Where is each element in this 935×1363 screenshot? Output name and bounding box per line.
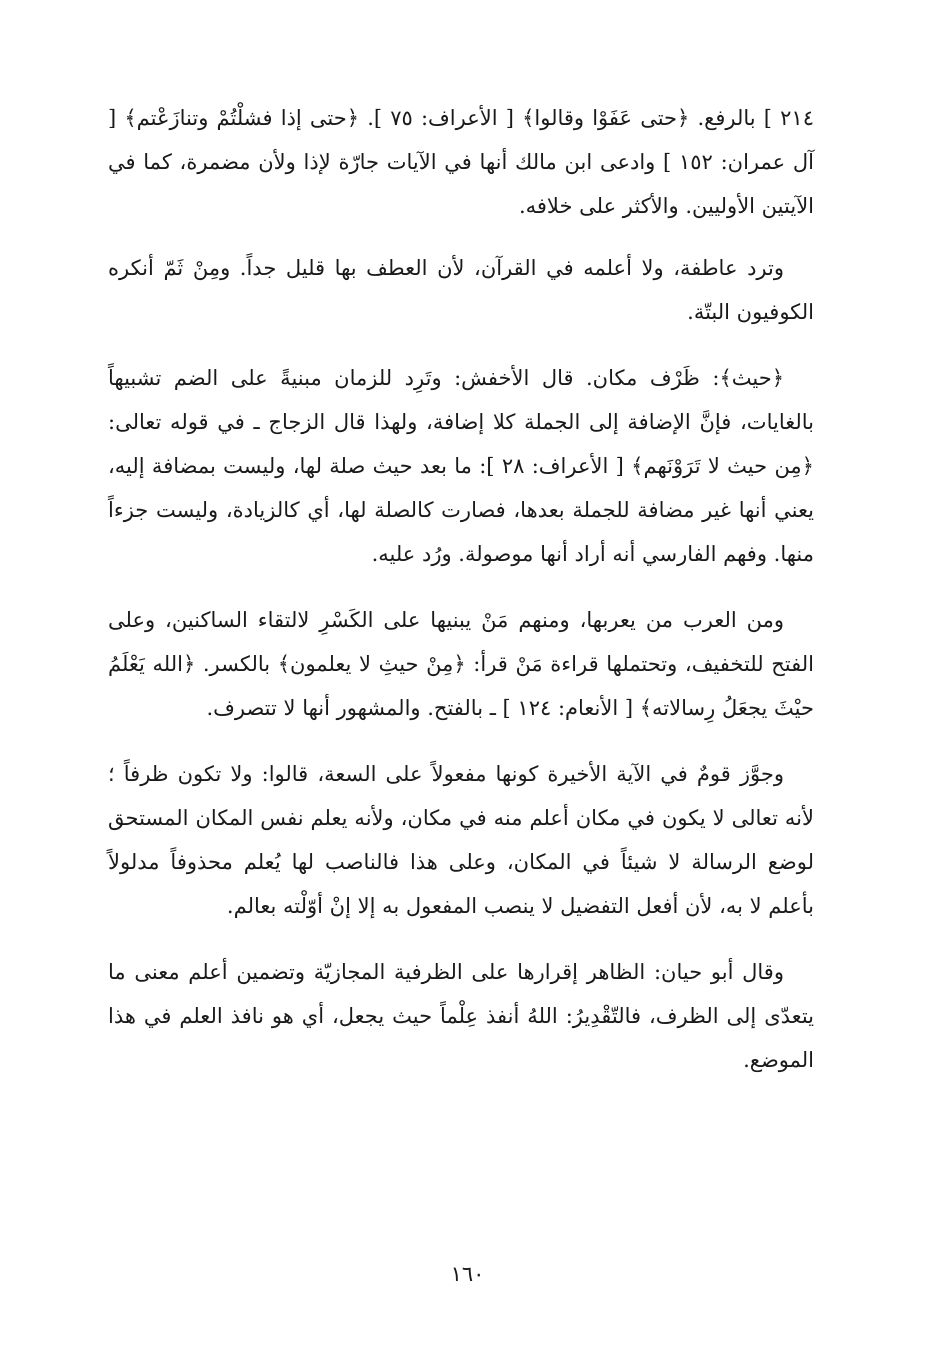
page-number: ١٦٠ — [450, 1262, 485, 1286]
paragraph-haythu: ﴿حيث﴾: ظَرْف مكان. قال الأخفش: وتَرِد للزمان مبنيةً على الضم تشبيهاً بالغايات، فإنَّ الإضافة إلى الجملة كلا إضافة، ولهذا قال الزجاج ـ في قوله تعالى: ﴿مِن حيث لا تَرَوْنَهم﴾ [ الأعراف: ٢٨ ]: ما بعد حيث صلة لها، وليست بمضافة إليه، يعني أنها غير مضافة للجملة بعدها، فصارت كالصلة لها، أي كالزيادة، وليست جزءاً منها. وفهم الفارسي أنه أراد أنها موصولة. ورُد عليه. — [108, 366, 814, 566]
page-body — [108, 96, 814, 1104]
paragraph-abu-hayyan: وقال أبو حيان: الظاهر إقرارها على الظرفية المجازيّة وتضمين أعلم معنى ما يتعدّى إلى الظرف، فالتّقْدِيرُ: اللهُ أنفذ عِلْماً حيث يجعل، أي هو نافذ العلم في هذا الموضع. — [108, 960, 814, 1072]
paragraph-inflection: ومن العرب من يعربها، ومنهم مَنْ يبنيها على الكَسْرِ لالتقاء الساكنين، وعلى الفتح للتخفيف، وتحتملها قراءة مَنْ قرأ: ﴿مِنْ حيثِ لا يعلمون﴾ بالكسر. ﴿الله يَعْلَمُ حيْثَ يجعَلُ رِسالاته﴾ [ الأنعام: ١٢٤ ] ـ بالفتح. والمشهور أنها لا تتصرف. — [108, 608, 814, 720]
paragraph-continuation: ٢١٤ ] بالرفع. ﴿حتى عَفَوْا وقالوا﴾ [ الأعراف: ٧٥ ]. ﴿حتى إذا فشلْتُمْ وتنازَعْتم﴾ [ آل عمران: ١٥٢ ] وادعى ابن مالك أنها في الآيات جارّة لإذا ولأن مضمرة، كما في الآيتين الأوليين. والأكثر على خلافه. — [108, 106, 814, 218]
paragraph-object: وجوَّز قومٌ في الآية الأخيرة كونها مفعولاً على السعة، قالوا: ولا تكون ظرفاً ؛ لأنه تعالى لا يكون في مكان أعلم منه في مكان، ولأنه يعلم نفس المكان المستحق لوضع الرسالة لا شيئاً في المكان، وعلى هذا فالناصب لها يُعلم محذوفاً مدلولاً بأعلم لا به، لأن أفعل التفضيل لا ينصب المفعول به إلا إنْ أوّلْته بعالم. — [108, 762, 814, 918]
paragraph-conjunction: وترد عاطفة، ولا أعلمه في القرآن، لأن العطف بها قليل جداً. ومِنْ ثَمّ أنكره الكوفيون البتّة. — [108, 256, 814, 324]
